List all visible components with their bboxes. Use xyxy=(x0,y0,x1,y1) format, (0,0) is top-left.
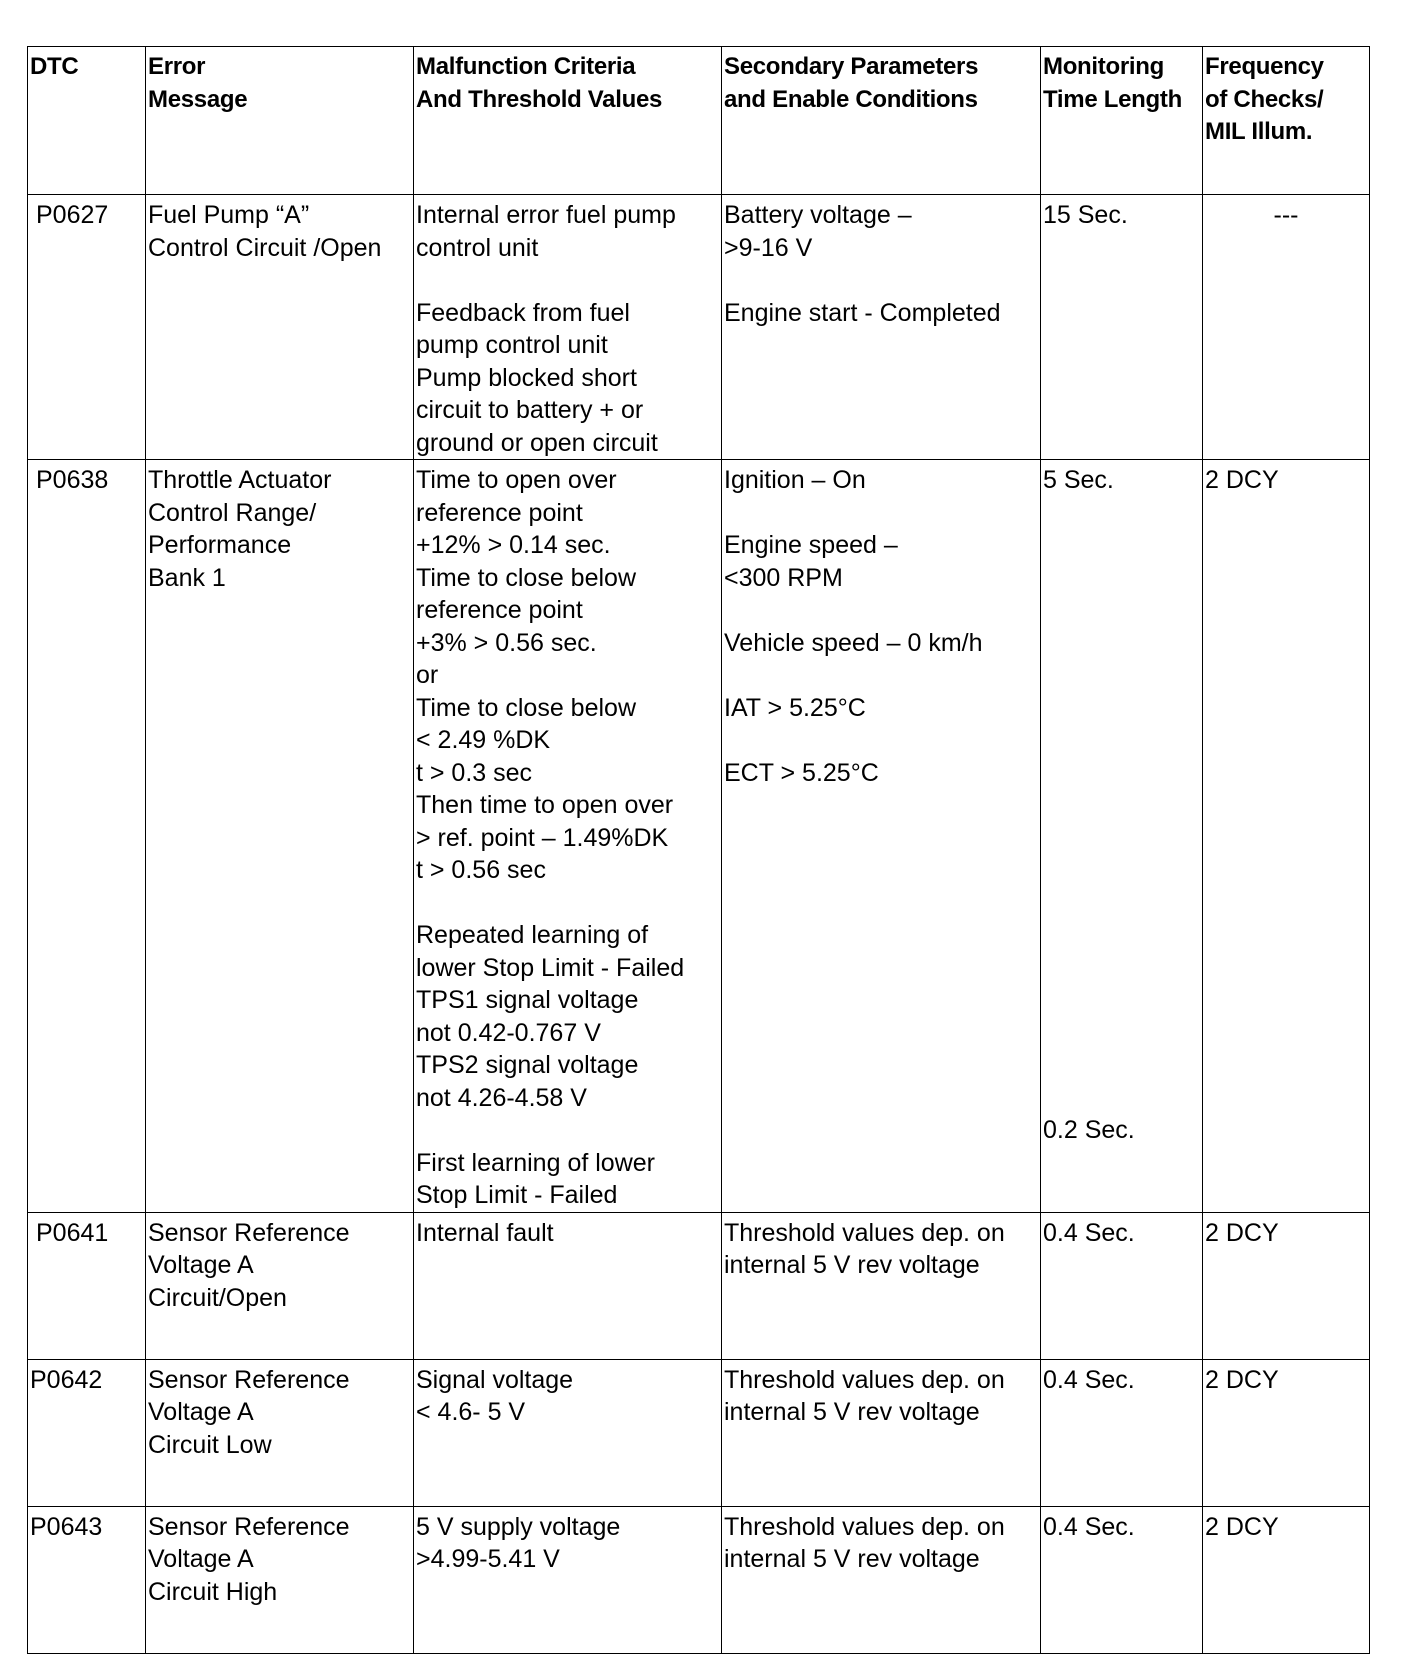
header-line: of Checks/ xyxy=(1205,85,1324,113)
frequency-value: --- xyxy=(1273,201,1299,229)
text-line: Control Range/ xyxy=(148,498,317,527)
text-line: Engine speed – xyxy=(724,531,898,559)
text-line: IAT > 5.25°C xyxy=(724,693,866,722)
text-line: Time to close below xyxy=(416,563,636,592)
text-line: Internal error fuel pump xyxy=(416,201,676,229)
text-line: > ref. point – 1.49%DK xyxy=(416,823,669,852)
monitoring-value: 0.4 Sec. xyxy=(1043,1218,1135,1247)
monitoring-value: 5 Sec. xyxy=(1043,466,1114,494)
text-line: or xyxy=(416,661,439,689)
frequency-cell xyxy=(1203,460,1370,1213)
criteria-cell xyxy=(414,1359,722,1506)
text-line: reference point xyxy=(416,596,583,624)
text-line: Feedback from fuel xyxy=(416,298,630,327)
header-line: Monitoring xyxy=(1043,53,1164,80)
dtc-code: P0627 xyxy=(36,201,109,229)
text-line: Signal voltage xyxy=(416,1365,574,1394)
text-line: 5 V supply voltage xyxy=(416,1512,621,1541)
text-line: not 4.26-4.58 V xyxy=(416,1083,587,1112)
table-row xyxy=(28,1359,1370,1506)
dtc-code: P0638 xyxy=(36,466,109,494)
dtc-cell xyxy=(28,1506,146,1653)
frequency-value: 2 DCY xyxy=(1205,1512,1279,1541)
table-row xyxy=(28,460,1370,1213)
text-line: lower Stop Limit - Failed xyxy=(416,953,685,982)
header-line: Secondary Parameters xyxy=(724,53,979,80)
text-line: Sensor Reference xyxy=(148,1512,350,1541)
table-row xyxy=(28,1506,1370,1653)
header-line: DTC xyxy=(30,53,79,80)
text-line: Sensor Reference xyxy=(148,1365,350,1394)
header-frequency xyxy=(1203,47,1370,195)
text-line: Pump blocked short xyxy=(416,363,637,392)
text-line: <300 RPM xyxy=(724,563,843,592)
text-line: First learning of lower xyxy=(416,1148,655,1177)
text-line: Threshold values dep. on xyxy=(724,1365,1005,1394)
header-malfunction-criteria xyxy=(414,47,722,195)
table-row xyxy=(28,195,1370,460)
criteria-cell xyxy=(414,1212,722,1359)
header-line: MIL Illum. xyxy=(1205,118,1313,145)
criteria-cell xyxy=(414,1506,722,1653)
monitoring-cell xyxy=(1041,195,1203,460)
text-line: Voltage A xyxy=(148,1545,254,1573)
secondary-paragraph xyxy=(724,199,1038,264)
text-line: t > 0.3 sec xyxy=(416,758,533,787)
text-line: TPS1 signal voltage xyxy=(416,986,639,1014)
text-line: internal 5 V rev voltage xyxy=(724,1545,980,1573)
criteria-paragraph xyxy=(416,1147,719,1212)
header-row xyxy=(28,47,1370,195)
text-line: Vehicle speed – 0 km/h xyxy=(724,628,983,657)
text-line: Sensor Reference xyxy=(148,1218,350,1247)
secondary-cell xyxy=(722,1359,1041,1506)
text-line: >4.99-5.41 V xyxy=(416,1545,560,1573)
text-line: pump control unit xyxy=(416,331,608,359)
text-line: Throttle Actuator xyxy=(148,466,332,494)
monitoring-value-secondary: 0.2 Sec. xyxy=(1043,1115,1135,1144)
text-line: not 0.42-0.767 V xyxy=(416,1018,601,1047)
monitoring-value: 15 Sec. xyxy=(1043,201,1128,229)
text-line: circuit to battery + or xyxy=(416,396,644,424)
frequency-cell xyxy=(1203,1359,1370,1506)
error-message-cell xyxy=(146,460,414,1213)
text-line: Fuel Pump “A” xyxy=(148,201,310,229)
text-line: Time to open over xyxy=(416,466,617,494)
text-line: >9-16 V xyxy=(724,233,813,262)
text-line: internal 5 V rev voltage xyxy=(724,1398,980,1426)
secondary-paragraph xyxy=(724,627,1038,660)
header-line: Time Length xyxy=(1043,85,1182,113)
frequency-value: 2 DCY xyxy=(1205,466,1279,494)
header-dtc xyxy=(28,47,146,195)
text-line: Stop Limit - Failed xyxy=(416,1181,618,1209)
text-line: control unit xyxy=(416,233,539,262)
secondary-cell xyxy=(722,195,1041,460)
text-line: internal 5 V rev voltage xyxy=(724,1251,980,1279)
header-line: Message xyxy=(148,85,248,113)
text-line: reference point xyxy=(416,498,583,527)
text-line: Circuit Low xyxy=(148,1430,272,1459)
text-line: Internal fault xyxy=(416,1218,554,1247)
monitoring-value: 0.4 Sec. xyxy=(1043,1365,1135,1394)
text-line: < 2.49 %DK xyxy=(416,726,551,754)
dtc-cell xyxy=(28,1359,146,1506)
criteria-paragraph xyxy=(416,297,719,460)
error-message-cell xyxy=(146,1506,414,1653)
text-line: Threshold values dep. on xyxy=(724,1218,1005,1247)
header-line: and Enable Conditions xyxy=(724,85,978,113)
text-line: Time to close below xyxy=(416,693,636,722)
criteria-paragraph xyxy=(416,464,719,887)
criteria-paragraph xyxy=(416,919,719,1114)
text-line: t > 0.56 sec xyxy=(416,856,546,884)
header-monitoring-time xyxy=(1041,47,1203,195)
text-line: TPS2 signal voltage xyxy=(416,1051,639,1079)
text-line: Voltage A xyxy=(148,1398,254,1426)
text-line: ground or open circuit xyxy=(416,428,658,457)
monitoring-cell xyxy=(1041,1359,1203,1506)
error-message-cell xyxy=(146,1359,414,1506)
text-line: Repeated learning of xyxy=(416,921,649,949)
frequency-cell xyxy=(1203,1212,1370,1359)
criteria-cell xyxy=(414,460,722,1213)
text-line: +12% > 0.14 sec. xyxy=(416,531,611,559)
text-line: Voltage A xyxy=(148,1251,254,1279)
dtc-code: P0642 xyxy=(30,1365,103,1394)
secondary-paragraph xyxy=(724,757,1038,790)
text-line: Ignition – On xyxy=(724,466,866,494)
header-line: Error xyxy=(148,53,206,80)
dtc-cell xyxy=(28,460,146,1213)
criteria-cell xyxy=(414,195,722,460)
error-message-cell xyxy=(146,195,414,460)
frequency-cell xyxy=(1203,195,1370,460)
frequency-value: 2 DCY xyxy=(1205,1218,1279,1247)
text-line: ECT > 5.25°C xyxy=(724,758,879,787)
text-line: Bank 1 xyxy=(148,563,226,592)
monitoring-value: 0.4 Sec. xyxy=(1043,1512,1135,1541)
secondary-paragraph xyxy=(724,692,1038,725)
frequency-value: 2 DCY xyxy=(1205,1365,1279,1394)
frequency-cell xyxy=(1203,1506,1370,1653)
dtc-code: P0641 xyxy=(36,1218,109,1247)
monitoring-cell xyxy=(1041,1212,1203,1359)
criteria-paragraph xyxy=(416,199,719,264)
table-row xyxy=(28,1212,1370,1359)
secondary-paragraph xyxy=(724,529,1038,594)
secondary-cell xyxy=(722,1506,1041,1653)
header-line: And Threshold Values xyxy=(416,85,663,113)
dtc-code: P0643 xyxy=(30,1512,103,1541)
dtc-cell xyxy=(28,195,146,460)
header-line: Frequency xyxy=(1205,53,1324,80)
text-line: +3% > 0.56 sec. xyxy=(416,628,597,657)
secondary-paragraph xyxy=(724,297,1038,330)
dtc-table xyxy=(27,46,1370,1654)
error-message-cell xyxy=(146,1212,414,1359)
text-line: Circuit High xyxy=(148,1577,278,1606)
header-secondary-parameters xyxy=(722,47,1041,195)
secondary-paragraph xyxy=(724,464,1038,497)
text-line: Then time to open over xyxy=(416,791,674,819)
dtc-cell xyxy=(28,1212,146,1359)
text-line: Engine start - Completed xyxy=(724,298,1001,327)
header-line: Malfunction Criteria xyxy=(416,53,636,80)
text-line: Control Circuit /Open xyxy=(148,233,382,262)
text-line: < 4.6- 5 V xyxy=(416,1398,526,1426)
monitoring-cell xyxy=(1041,460,1203,1213)
monitoring-cell xyxy=(1041,1506,1203,1653)
secondary-cell xyxy=(722,460,1041,1213)
secondary-cell xyxy=(722,1212,1041,1359)
text-line: Threshold values dep. on xyxy=(724,1512,1005,1541)
text-line: Performance xyxy=(148,531,292,559)
text-line: Circuit/Open xyxy=(148,1283,287,1312)
header-error-message xyxy=(146,47,414,195)
text-line: Battery voltage – xyxy=(724,201,912,229)
